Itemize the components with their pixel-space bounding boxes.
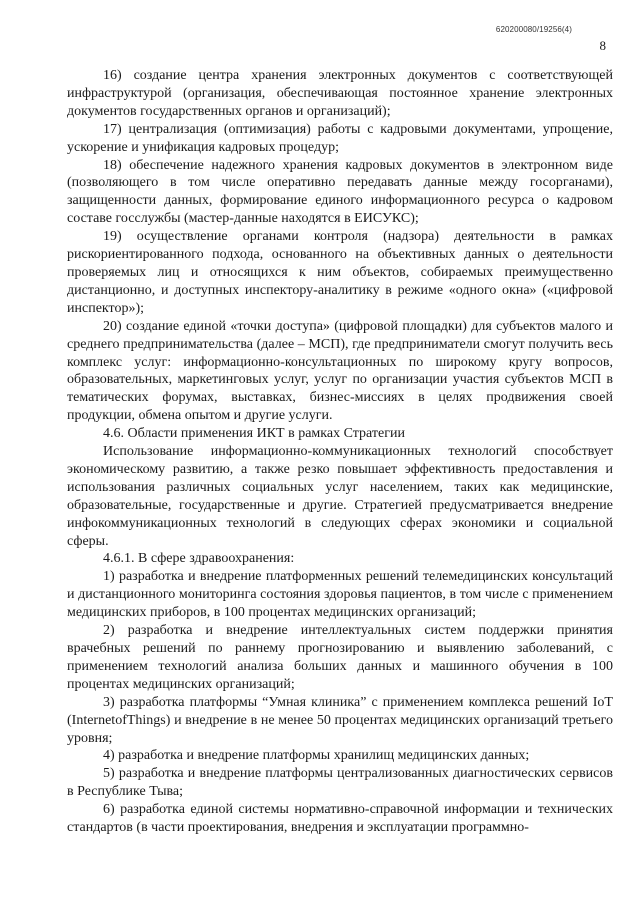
paragraph: 5) разработка и внедрение платформы централизованных диагностических сервисов в Республике Тыва; [67,766,613,800]
paragraph: 19) осуществление органами контроля (надзора) деятельности в рамках рискориентированного подхода, основанного на объективных данных о деятельности проверяемых лиц и относящихся к ним объектов, собираемых преимущественно дистанционно, и доступных инспектору-аналитику в режиме «одного окна» («цифровой инспектор»); [67,229,613,316]
paragraph: 20) создание единой «точки доступа» (цифровой площадки) для субъектов малого и среднего предпринимательства (далее – МСП), где предприниматели смогут получить весь комплекс услуг: информационно-консультационных по широкому кругу вопросов, образовательных, маркетинговых услуг, услуг по организации участия субъектов МСП в тематических форумах, выставках, бизнес-миссиях в целях продвижения своей продукции, обмена опытом и другие услуги. [67,318,613,424]
paragraph: 1) разработка и внедрение платформенных решений телемедицинских консультаций и дистанционного мониторинга состояния здоровья пациентов, в том числе с применением медицинских приборов, в 100 процентах медицинских организаций; [67,569,613,621]
page-number: 8 [599,38,606,53]
section-heading: 4.6. Области применения ИКТ в рамках Стратегии [103,426,405,442]
paragraph: 3) разработка платформы “Умная клиника” с применением комплекса решений IoT (InternetofThings) и внедрение в не менее 50 процентах медицинских организаций третьего уровня; [67,694,613,746]
paragraph: Использование информационно-коммуникационных технологий способствует экономическому развитию, а также резко повышает эффективность предоставления и использования различных социальных услуг населением, таких как медицинские, образовательные, государственные и другие. Стратегией предусматривается внедрение инфокоммуникационных технологий в следующих сферах экономики и социальной сферы. [67,444,613,549]
paragraph: 18) обеспечение надежного хранения кадровых документов в электронном виде (позволяющего в том числе оперативно передавать данные между госорганами), защищенности данных, формирование единого информационного ресурса о кадровом составе госслужбы (мастер-данные находятся в ЕИСУКС); [67,157,613,227]
paragraph: 16) создание центра хранения электронных документов с соответствующей инфраструктурой (организация, обеспечивающая постоянное хранение электронных документов государственных органов и организаций); [67,68,613,119]
paragraph: 2) разработка и внедрение интеллектуальных систем поддержки принятия врачебных решений по раннему прогнозированию и выявлению заболеваний, с применением технологий анализа больших данных и машинного обучения в 100 процентах медицинских организаций; [67,623,613,692]
subsection-heading: 4.6.1. В сфере здравоохранения: [103,551,295,567]
paragraph: 17) централизация (оптимизация) работы с кадровыми документами, упрощение, ускорение и унификация кадровых процедур; [67,121,613,155]
paragraph: 4) разработка и внедрение платформы хранилищ медицинских данных; [103,748,530,764]
document-code: 620200080/19256(4) [495,25,572,34]
paragraph: 6) разработка единой системы нормативно-справочной информации и технических стандартов (в части проектирования, внедрения и эксплуатации программно- [67,802,613,836]
document-body [67,67,613,837]
